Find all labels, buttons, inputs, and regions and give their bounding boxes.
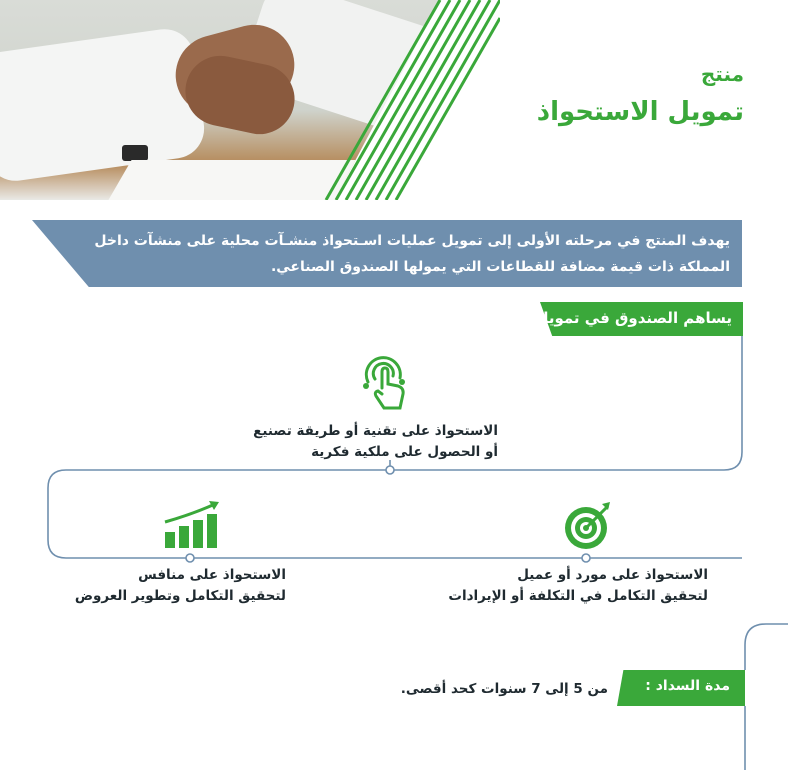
item-line: الاستحواذ على منافس [138, 567, 286, 583]
growth-chart-icon [163, 500, 223, 548]
item-line: أو الحصول على ملكية فكرية [311, 444, 498, 460]
description-text: يهدف المنتج في مرحلته الأولى إلى تمويل عمليات اسـتحواذ منشـآت محلية على منشآت داخل المملكة ذات قيمة مضافة للقطاعات التي يمولها الصندوق الصناعي. [94, 233, 730, 275]
product-label: منتج [700, 62, 744, 86]
item-line: لتحقيق التكامل وتطوير العروض [74, 588, 286, 604]
item-line: الاستحواذ على تقنية أو طريقة تصنيع [253, 423, 498, 439]
repayment-value: من 5 إلى 7 سنوات كحد أقصى. [400, 681, 608, 697]
repayment-label: مدة السداد : [645, 678, 730, 694]
green-stripes-decoration [320, 0, 500, 200]
list-item-technology [238, 421, 498, 463]
item-line: لتحقيق التكامل في التكلفة أو الإيرادات [448, 588, 708, 604]
product-title: تمويل الاستحواذ [536, 97, 744, 127]
target-arrow-icon [562, 500, 614, 552]
item-line: الاستحواذ على مورد أو عميل [517, 567, 708, 583]
list-item-competitor [56, 565, 286, 607]
contribution-heading: يساهم الصندوق في تمويل [535, 309, 732, 327]
list-item-supplier [408, 565, 708, 607]
tap-finger-icon [358, 352, 412, 412]
